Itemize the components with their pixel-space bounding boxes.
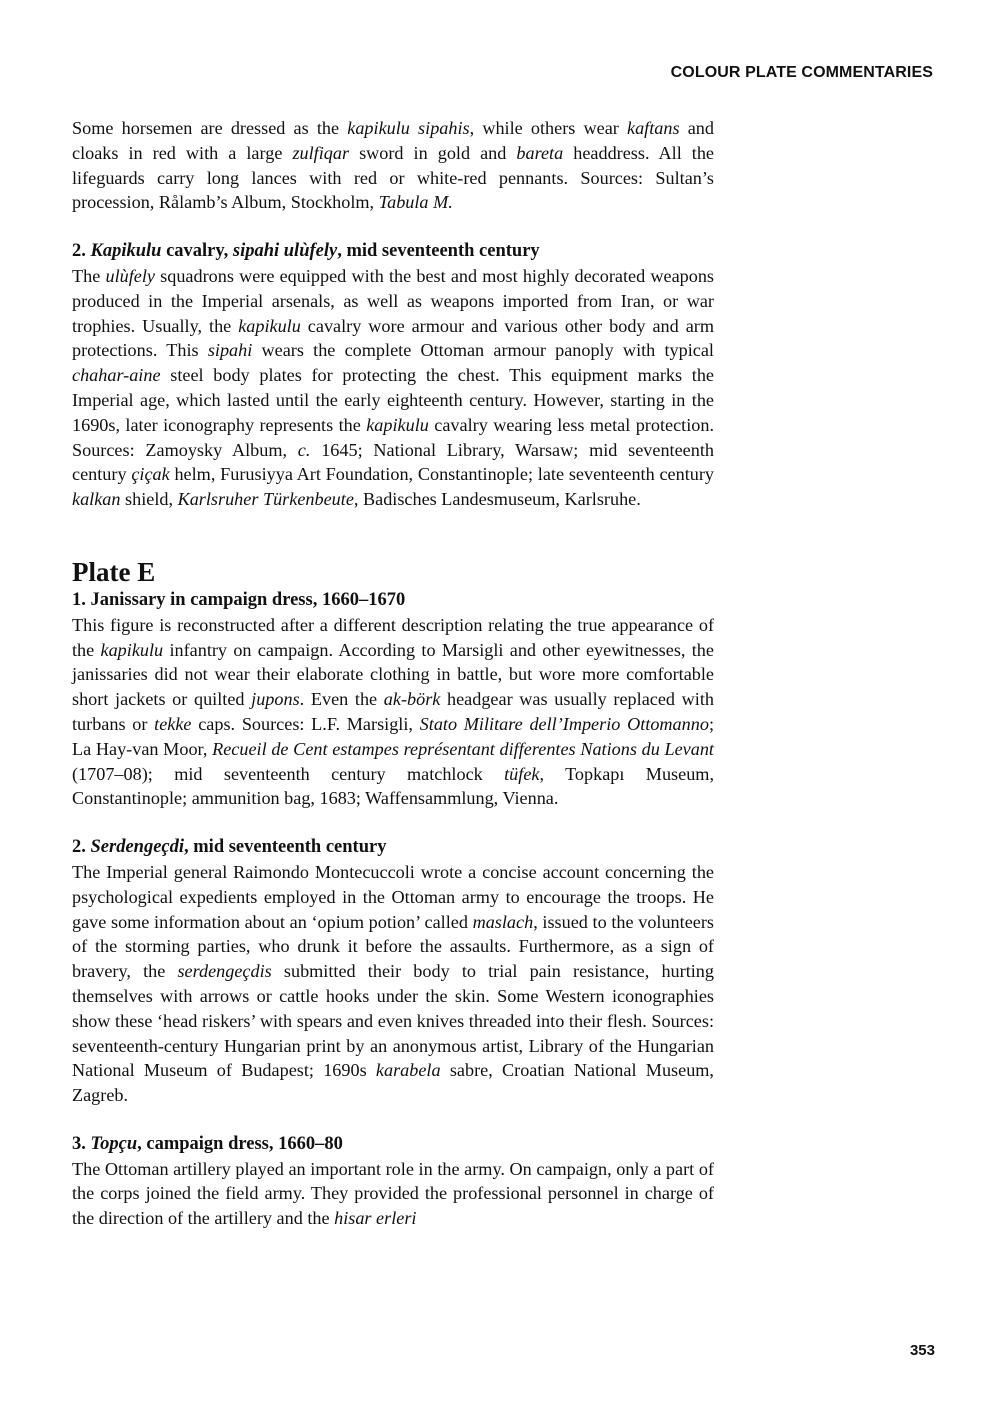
section-heading-d2: 2. Kapikulu cavalry, sipahi ulùfely, mid seventeenth century <box>72 241 540 262</box>
section-body-e3: The Ottoman artillery played an important role in the army. On campaign, only a part of the corps joined the field army. They provided the professional personnel in charge of the direction of the artillery and the hisar erleri <box>72 1158 714 1229</box>
section-body-d2: The ulùfely squadrons were equipped with the best and most highly decorated weapons produced in the Imperial arsenals, as well as weapons imported from Iran, or war trophies. Usually, the kapikulu cavalry wore armour and various other body and arm protections. This sipahi wears the complete Ottoman armour panoply with typical chahar-aine steel body plates for protecting the chest. This equipment marks the Imperial age, which lasted until the early eighteenth century. However, starting in the 1690s, later iconography represents the kapikulu cavalry wearing less metal protection. Sources: Zamoysky Album, c. 1645; National Library, Warsaw; mid seventeenth century çiçak helm, Furusiyya Art Foundation, Constantinople; late seventeenth century kalkan shield, Karlsruher Türkenbeute, Badisches Landesmuseum, Karlsruhe. <box>72 265 714 510</box>
running-header: COLOUR PLATE COMMENTARIES <box>670 64 933 81</box>
intro-paragraph: Some horsemen are dressed as the kapikulu sipahis, while others wear kaftans and cloaks in red with a large zulfiqar sword in gold and bareta headdress. All the lifeguards carry long lances with red or white-red pennants. Sources: Sultan’s procession, Rålamb’s Album, Stockholm, Tabula M. <box>72 118 715 213</box>
page-number: 353 <box>909 1342 935 1359</box>
section-heading-e1: 1. Janissary in campaign dress, 1660–1670 <box>72 589 406 610</box>
section-body-e2: The Imperial general Raimondo Montecuccoli wrote a concise account concerning the psychological expedients employed in the Ottoman army to encourage the troops. He gave some information about an ‘opium potion’ called maslach, issued to the volunteers of the storming parties, who drunk it before the assaults. Furthermore, as a sign of bravery, the serdengeçdis submitted their body to trial pain resistance, hurting themselves with arrows or cattle hooks under the skin. Some Western iconographies show these ‘head riskers’ with spears and even knives threaded into their flesh. Sources: seventeenth-century Hungarian print by an anonymous artist, Library of the Hungarian National Museum of Budapest; 1690s karabela sabre, Croatian National Museum, Zagreb. <box>72 861 714 1106</box>
plate-title: Plate E <box>72 556 156 587</box>
section-body-e1: This figure is reconstructed after a different description relating the true appearance of the kapikulu infantry on campaign. According to Marsigli and other eyewitnesses, the janissaries did not wear their elaborate clothing in battle, but wore more comfortable short jackets or quilted jupons. Even the ak-börk headgear was usually replaced with turbans or tekke caps. Sources: L.F. Marsigli, Stato Militare dell’Imperio Ottomanno; La Hay-van Moor, Recueil de Cent estampes représentant differentes Nations du Levant (1707–08); mid seventeenth century matchlock tüfek, Topkapı Museum, Constantinople; ammunition bag, 1683; Waffensammlung, Vienna. <box>72 614 714 809</box>
section-heading-e3: 3. Topçu, campaign dress, 1660–80 <box>72 1133 343 1154</box>
page-content <box>72 116 714 1231</box>
section-heading-e2: 2. Serdengeçdi, mid seventeenth century <box>72 837 387 858</box>
